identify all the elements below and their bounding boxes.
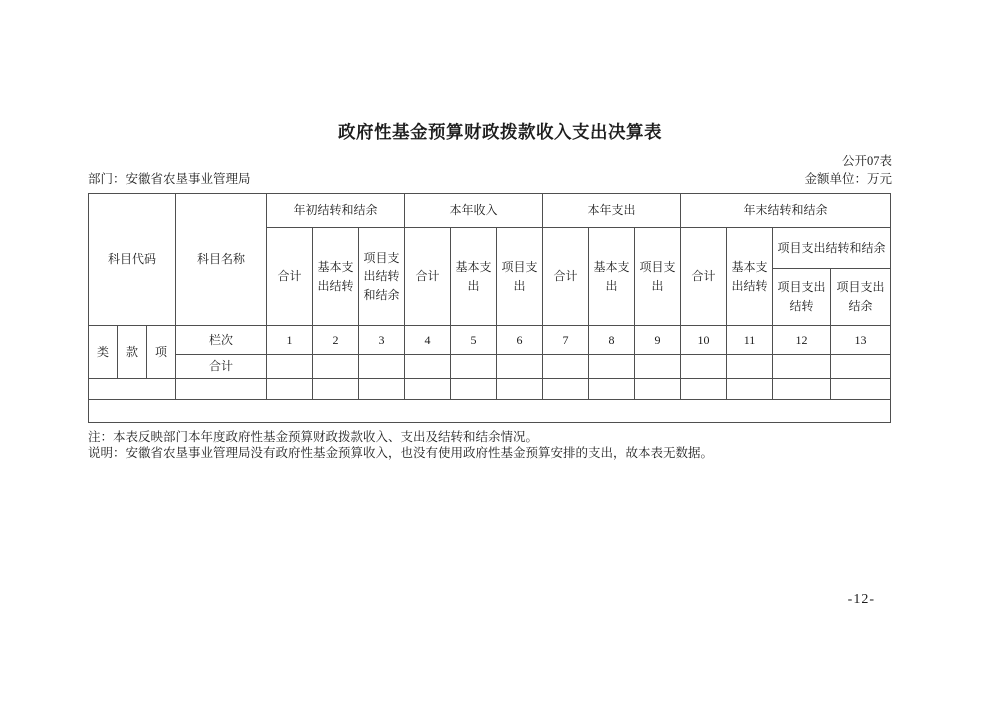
header-expense-project-expense: 项目支出	[635, 228, 681, 326]
meta-row	[88, 171, 892, 187]
department-label: 部门：安徽省农垦事业管理局	[88, 172, 251, 186]
header-begin-total: 合计	[267, 228, 313, 326]
data-cell-empty	[497, 379, 543, 400]
document-content	[88, 153, 892, 461]
header-subject-name: 科目名称	[176, 194, 267, 326]
header-income-basic-expense: 基本支出	[451, 228, 497, 326]
data-cell-empty	[89, 379, 176, 400]
data-cell-empty	[313, 379, 359, 400]
data-cell-empty	[727, 379, 773, 400]
data-cell-empty	[635, 379, 681, 400]
data-cell-empty	[267, 355, 313, 379]
page-title: 政府性基金预算财政拨款收入支出决算表	[338, 122, 662, 142]
header-income-project-expense: 项目支出	[497, 228, 543, 326]
column-index: 6	[497, 326, 543, 355]
data-cell-empty	[267, 379, 313, 400]
notes-block	[88, 429, 892, 461]
header-row-groups	[89, 194, 891, 228]
data-cell-empty	[405, 379, 451, 400]
column-index: 3	[359, 326, 405, 355]
form-code-label: 公开07表	[841, 154, 892, 168]
data-cell-empty	[831, 355, 891, 379]
header-group-begin-balance: 年初结转和结余	[267, 194, 405, 228]
column-index: 5	[451, 326, 497, 355]
column-index: 13	[831, 326, 891, 355]
header-end-basic-carryover: 基本支出结转	[727, 228, 773, 326]
total-row-label: 合计	[176, 355, 267, 379]
unit-label: 金额单位：万元	[804, 172, 892, 186]
header-code-section: 款	[118, 326, 147, 379]
table-note: 注：本表反映部门本年度政府性基金预算财政拨款收入、支出及结转和结余情况。	[88, 430, 539, 444]
column-index: 12	[773, 326, 831, 355]
column-index: 2	[313, 326, 359, 355]
header-group-year-expense: 本年支出	[543, 194, 681, 228]
data-cell-empty	[543, 355, 589, 379]
data-cell-empty	[831, 379, 891, 400]
header-code-item: 项	[147, 326, 176, 379]
header-end-total: 合计	[681, 228, 727, 326]
data-cell-empty	[405, 355, 451, 379]
data-cell-empty	[727, 355, 773, 379]
header-expense-total: 合计	[543, 228, 589, 326]
data-cell-empty	[176, 379, 267, 400]
data-cell-empty	[681, 379, 727, 400]
column-index: 11	[727, 326, 773, 355]
header-group-year-income: 本年收入	[405, 194, 543, 228]
data-cell-empty	[313, 355, 359, 379]
data-cell-empty	[359, 379, 405, 400]
merged-bottom-row	[89, 400, 891, 423]
page-number: -12-	[847, 592, 875, 607]
header-expense-basic-expense: 基本支出	[589, 228, 635, 326]
data-cell-empty	[89, 400, 891, 423]
data-cell-empty	[773, 355, 831, 379]
header-group-end-balance: 年末结转和结余	[681, 194, 891, 228]
header-begin-project-carryover-balance: 项目支出结转和结余	[359, 228, 405, 326]
lanci-label: 栏次	[176, 326, 267, 355]
column-index: 8	[589, 326, 635, 355]
header-end-project-balance: 项目支出结余	[831, 269, 891, 326]
data-cell-empty	[543, 379, 589, 400]
total-row	[89, 355, 891, 379]
header-end-project-carryover-balance: 项目支出结转和结余	[773, 228, 891, 269]
column-index: 9	[635, 326, 681, 355]
budget-table	[88, 193, 891, 423]
header-end-project-carryover: 项目支出结转	[773, 269, 831, 326]
data-cell-empty	[451, 355, 497, 379]
header-income-total: 合计	[405, 228, 451, 326]
column-index: 1	[267, 326, 313, 355]
header-code-class: 类	[89, 326, 118, 379]
column-index: 7	[543, 326, 589, 355]
header-subject-code: 科目代码	[89, 194, 176, 326]
data-cell-empty	[589, 379, 635, 400]
empty-data-row	[89, 379, 891, 400]
column-index: 10	[681, 326, 727, 355]
data-cell-empty	[359, 355, 405, 379]
column-index-row	[89, 326, 891, 355]
column-index: 4	[405, 326, 451, 355]
header-begin-basic-carryover: 基本支出结转	[313, 228, 359, 326]
data-cell-empty	[451, 379, 497, 400]
data-cell-empty	[681, 355, 727, 379]
data-cell-empty	[773, 379, 831, 400]
table-explanation: 说明：安徽省农垦事业管理局没有政府性基金预算收入，也没有使用政府性基金预算安排的支出，故本表无数据。	[88, 446, 714, 460]
data-cell-empty	[589, 355, 635, 379]
data-cell-empty	[497, 355, 543, 379]
data-cell-empty	[635, 355, 681, 379]
